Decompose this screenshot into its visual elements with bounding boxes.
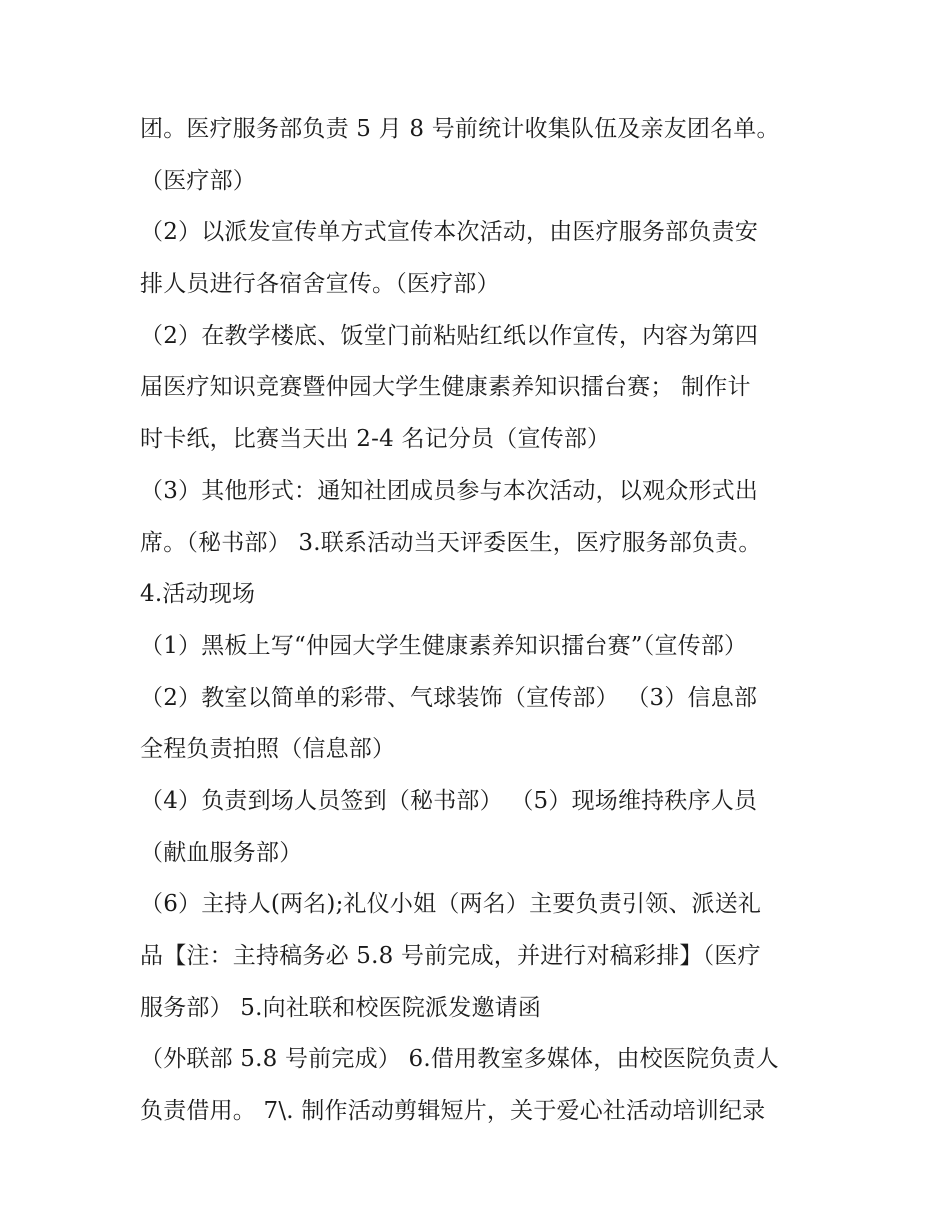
text-line: （2）教室以简单的彩带、气球装饰（宣传部） （3）信息部 (140, 684, 758, 711)
text-line: （外联部 5.8 号前完成） 6.借用教室多媒体，由校医院负责人 (140, 1046, 779, 1073)
text-line: 席。（秘书部） 3.联系活动当天评委医生，医疗服务部负责。 (140, 529, 762, 556)
text-line: 团。医疗服务部负责 5 月 8 号前统计收集队伍及亲友团名单。 (140, 116, 780, 142)
text-line: 服务部） 5.向社联和校医院派发邀请函 (140, 994, 542, 1021)
section-heading: 4.活动现场 (140, 581, 256, 608)
text-line: （1）黑板上写“仲园大学生健康素养知识擂台赛”（宣传部） (140, 632, 748, 659)
text-line: （2）以派发宣传单方式宣传本次活动，由医疗服务部负责安 (140, 219, 759, 246)
text-line: 届医疗知识竞赛暨仲园大学生健康素养知识擂台赛； 制作计 (140, 374, 751, 401)
text-line: （医疗部） (140, 167, 256, 194)
text-line: （2）在教学楼底、饭堂门前粘贴红纸以作宣传，内容为第四 (140, 322, 759, 349)
text-line: （6）主持人(两名);礼仪小姐（两名）主要负责引领、派送礼 (140, 891, 762, 918)
text-line: 负责借用。 7\. 制作活动剪辑短片，关于爱心社活动培训纪录 (140, 1098, 766, 1125)
text-line: （3）其他形式：通知社团成员参与本次活动，以观众形式出 (140, 477, 759, 504)
text-line: 排人员进行各宿舍宣传。（医疗部） (140, 271, 500, 298)
text-line: （献血服务部） (140, 839, 303, 866)
text-line: 品【注：主持稿务必 5.8 号前完成，并进行对稿彩排】（医疗 (140, 943, 761, 969)
document-body (140, 104, 820, 1138)
text-line: （4）负责到场人员签到（秘书部） （5）现场维持秩序人员 (140, 787, 758, 814)
text-line: 时卡纸，比赛当天出 2-4 名记分员（宣传部） (140, 426, 611, 453)
text-line: 全程负责拍照（信息部） (140, 736, 396, 763)
